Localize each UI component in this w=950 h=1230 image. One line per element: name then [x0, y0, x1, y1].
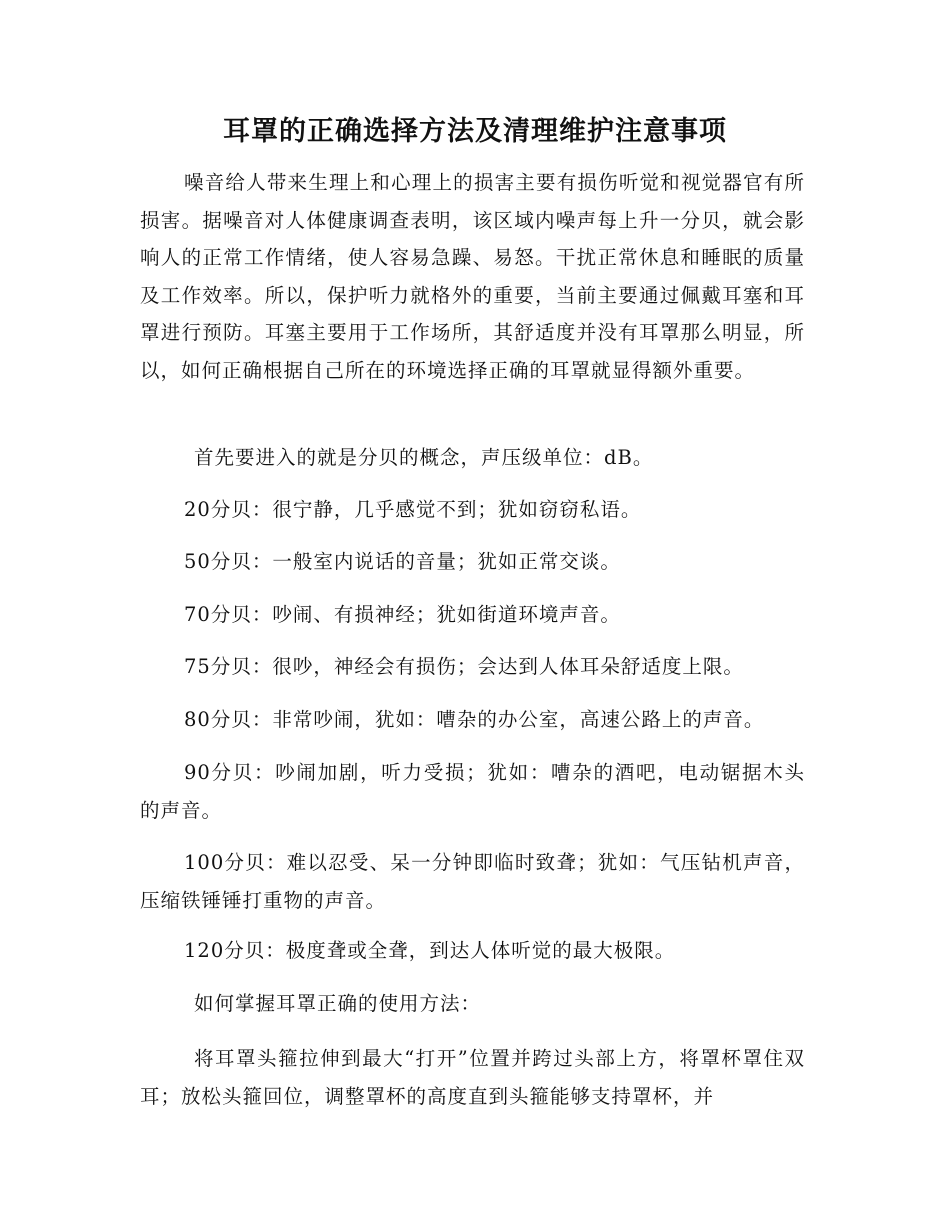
decibel-level-50: 50分贝：一般室内说话的音量；犹如正常交谈。	[184, 550, 621, 573]
decibel-level-75: 75分贝：很吵，神经会有损伤；会达到人体耳朵舒适度上限。	[184, 655, 744, 678]
decibel-level-100: 100分贝：难以忍受、呆一分钟即临时致聋；犹如：气压钻机声音，压缩铁锤锤打重物的声音。	[140, 851, 805, 912]
intro-paragraph: 噪音给人带来生理上和心理上的损害主要有损伤听觉和视觉器官有所损害。据噪音对人体健康调查表明，该区域内噪声每上升一分贝，就会影响人的正常工作情绪，使人容易急躁、易怒。干扰正常休息和睡眠的质量及工作效率。所以，保护听力就格外的重要，当前主要通过佩戴耳塞和耳罩进行预防。耳塞主要用于工作场所，其舒适度并没有耳罩那么明显，所以，如何正确根据自己所在的环境选择正确的耳罩就显得额外重要。	[140, 171, 805, 382]
usage-heading: 如何掌握耳罩正确的使用方法：	[194, 992, 482, 1015]
decibel-level-90: 90分贝：吵闹加剧，听力受损；犹如：嘈杂的酒吧，电动锯据木头的声音。	[140, 761, 805, 822]
decibel-level-70: 70分贝：吵闹、有损神经；犹如街道环境声音。	[184, 603, 621, 626]
usage-step-paragraph: 将耳罩头箍拉伸到最大“打开”位置并跨过头部上方，将罩杯罩住双耳；放松头箍回位，调整罩杯的高度直到头箍能够支持罩杯，并	[140, 1047, 805, 1108]
decibel-level-80: 80分贝：非常吵闹，犹如：嘈杂的办公室，高速公路上的声音。	[184, 708, 765, 731]
decibel-level-120: 120分贝：极度聋或全聋，到达人体听觉的最大极限。	[184, 939, 676, 962]
decibel-intro-paragraph: 首先要进入的就是分贝的概念，声压级单位：dB。	[194, 446, 654, 469]
document-title: 耳罩的正确选择方法及清理维护注意事项	[223, 116, 727, 147]
decibel-level-20: 20分贝：很宁静，几乎感觉不到；犹如窃窃私语。	[184, 498, 642, 521]
